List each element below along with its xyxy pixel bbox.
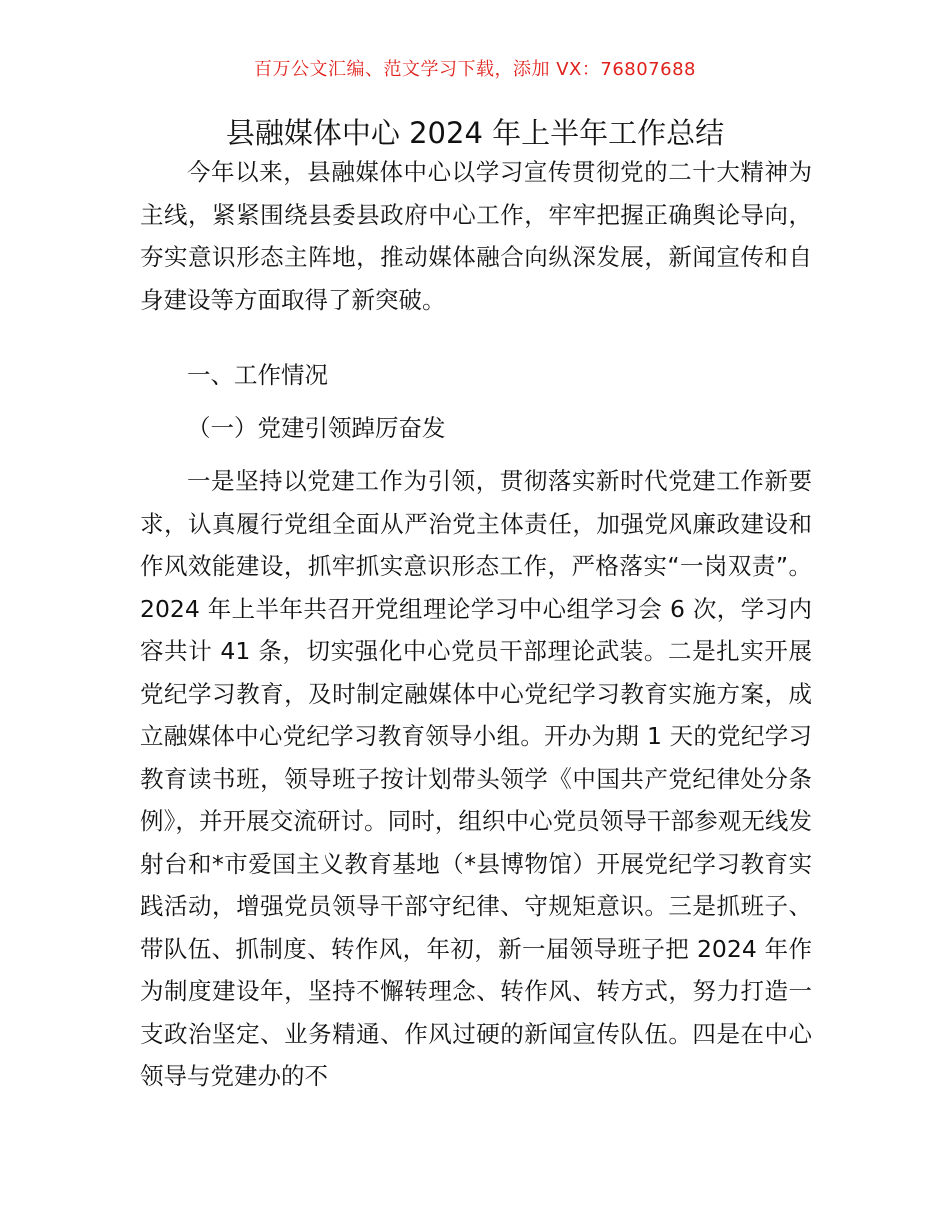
body-paragraph: 一是坚持以党建工作为引领，贯彻落实新时代党建工作新要求，认真履行党组全面从严治党主体责任，加强党风廉政建设和作风效能建设，抓牢抓实意识形态工作，严格落实“一岗双责”。2024 年上半年共召开党组理论学习中心组学习会 6 次，学习内容共计 41 条，切实强化中心党员干部理论武装。二是扎实开展党纪学习教育，及时制定融媒体中心党纪学习教育实施方案，成立融媒体中心党纪学习教育领导小组。开办为期 1 天的党纪学习教育读书班，领导班子按计划带头领学《中国共产党纪律处分条例》，并开展交流研讨。同时，组织中心党员领导干部参观无线发射台和*市爱国主义教育基地（*县博物馆）开展党纪学习教育实践活动，增强党员领导干部守纪律、守规矩意识。三是抓班子、带队伍、抓制度、转作风，年初，新一届领导班子把 2024 年作为制度建设年，坚持不懈转理念、转作风、转方式，努力打造一支政治坚定、业务精通、作风过硬的新闻宣传队伍。四是在中心领导与党建办的不 [140, 467, 812, 1090]
intro-paragraph: 今年以来，县融媒体中心以学习宣传贯彻党的二十大精神为主线，紧紧围绕县委县政府中心工作，牢牢把握正确舆论导向，夯实意识形态主阵地，推动媒体融合向纵深发展，新闻宣传和自身建设等方面取得了新突破。 [140, 158, 812, 314]
header-banner: 百万公文汇编、范文学习下载，添加 VX：76807688 [254, 59, 696, 80]
subsection-heading: （一）党建引领踔厉奋发 [187, 414, 446, 442]
document-title: 县融媒体中心 2024 年上半年工作总结 [225, 116, 725, 150]
section-heading: 一、工作情况 [187, 361, 328, 389]
